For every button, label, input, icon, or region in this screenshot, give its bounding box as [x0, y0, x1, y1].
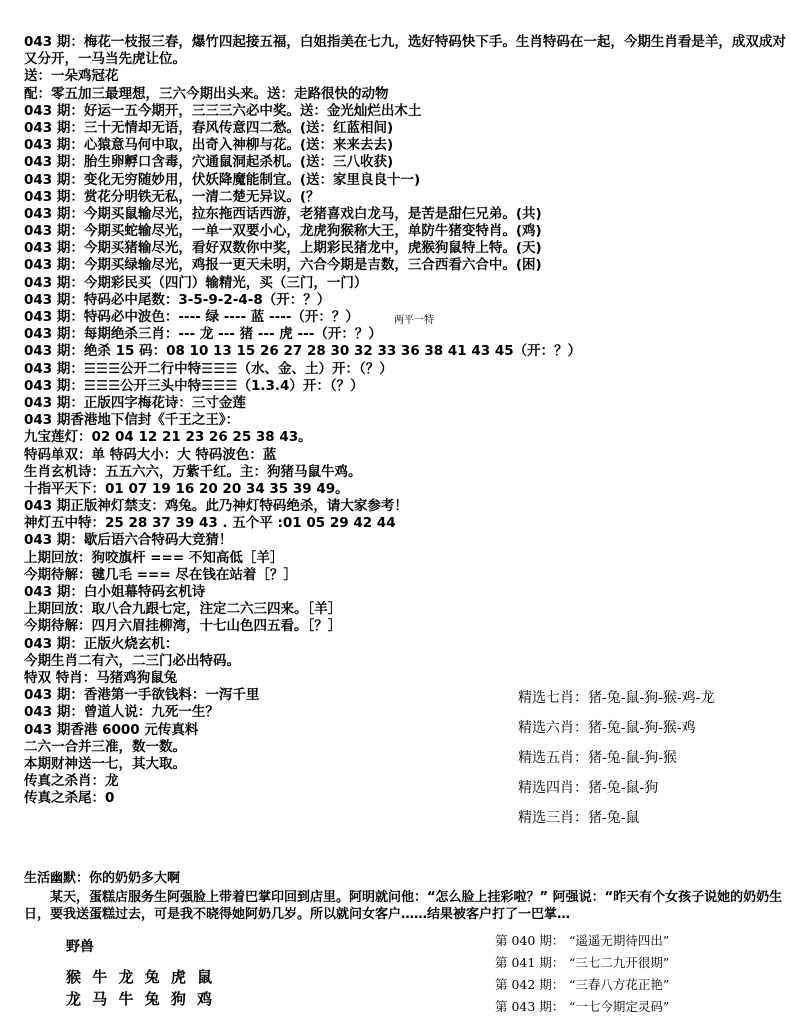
text-line: 上期回放：狗咬旗杆 === 不知高低［羊］	[24, 549, 284, 566]
history-row	[495, 996, 785, 1018]
text-line: 043 期：今期买绿输尽光，鸡报一更天未明，六合今期是吉数，三合西看六合中。(困)	[24, 257, 542, 274]
history-row	[495, 930, 785, 952]
history-row	[495, 952, 785, 974]
text-line: 今期生肖二有六，二三门必出特码。	[24, 652, 240, 669]
text-line: 043 期香港 6000 元传真料	[24, 721, 199, 738]
pick-label: 精选四肖	[518, 780, 574, 796]
history-row	[495, 974, 785, 996]
text-line: 神灯五中特：25 28 37 39 43 . 五个平 :01 05 29 42 44	[24, 515, 396, 532]
history-issue: 第 043 期：	[495, 999, 565, 1014]
text-line: 今期待解：四月六眉挂柳湾，十七山色四五看。［？］	[24, 618, 342, 635]
pick-label: 精选五肖	[518, 750, 574, 766]
text-line: 本期财神送一七，其大取。	[24, 755, 186, 772]
text-line: 043 期：香港第一手欲钱料：一泻千里	[24, 687, 260, 704]
pick-value: 猪-兔-鼠-狗-猴-鸡	[588, 720, 696, 736]
text-line: 043 期：三十无情却无语，春风传意四二愁。(送：红蓝相间)	[24, 119, 394, 136]
beast-section	[66, 936, 226, 1010]
text-line: 送：一朵鸡冠花	[24, 68, 119, 85]
text-line: 043 期：今期买蛇输尽光，一单一双要小心，龙虎狗猴称大王，单防牛猪变特肖。(鸡)	[24, 223, 542, 240]
history-quote: “三春八方花正艳”	[569, 977, 670, 992]
beast-title: 野兽	[66, 939, 94, 955]
text-line: 043 期：今期买猪输尽光，看好双数你中奖，上期彩民猪龙中，虎猴狗鼠特上特。(天)	[24, 240, 542, 257]
beast-row: 猴 牛 龙 兔 虎 鼠	[66, 968, 216, 986]
text-line: 今期待解：毽几毛 === 尽在钱在站着［？］	[24, 566, 297, 583]
pick-label: 精选三肖	[518, 810, 574, 826]
humor-text: 某天，蛋糕店服务生阿强脸上带着巴掌印回到店里。阿明就问他：“怎么脸上挂彩啦？” 阿强说：“昨天有个女孩子说她的奶奶生日，要我送蛋糕过去，可是我不晓得她阿奶几岁。所以就问女客户……结果被客户打了一巴掌…	[24, 890, 783, 922]
text-line: 043 期：正版四字梅花诗：三寸金莲	[24, 394, 246, 411]
text-line: 特码单双：单 特码大小：大 特码波色：蓝	[24, 446, 277, 463]
pick-row: 精选七肖：猪-兔-鼠-狗-猴-鸡-龙	[518, 690, 715, 706]
pick-value: 猪-兔-鼠-狗-猴-鸡-龙	[588, 690, 715, 706]
text-line: 生肖玄机诗：五五六六，万紫千红。主：狗猪马鼠牛鸡。	[24, 463, 362, 480]
text-line: 043 期：正版火烧玄机：	[24, 635, 179, 652]
text-line: 043 期：白小姐幕特码玄机诗	[24, 584, 206, 601]
pick-row: 精选五肖：猪-兔-鼠-狗-猴	[518, 750, 677, 766]
humor-section	[24, 870, 788, 923]
pick-row: 精选四肖：猪-兔-鼠-狗	[518, 780, 659, 796]
text-line: 043 期：特码必中尾数：3-5-9-2-4-8（开：？）	[24, 291, 331, 308]
pick-label: 精选七肖	[518, 690, 574, 706]
history-quote: “三七二九开很期”	[569, 955, 670, 970]
humor-title: 生活幽默：你的奶奶多大啊	[24, 871, 181, 886]
text-line: 043 期：变化无穷随妙用，伏妖降魔能制宜。(送：家里良良十一)	[24, 171, 421, 188]
intro-poem: 043 期：梅花一枝报三春，爆竹四起接五福，白姐指美在七九，选好特码快下手。生肖特码在一起，今期生肖看是羊，成双成对又分开，一马当先虎让位。	[24, 34, 786, 68]
text-line: 043 期正版神灯禁支：鸡兔。此乃神灯特码绝杀，请大家参考！	[24, 498, 408, 515]
text-line: 043 期：绝杀 15 码：08 10 13 15 26 27 28 30 32 33 36 38 41 43 45（开：？）	[24, 343, 582, 360]
text-line: 043 期：今期买鼠输尽光，拉东拖西话西游，老猪喜戏白龙马，是苦是甜仨兄弟。(共)	[24, 205, 542, 222]
history-issue: 第 041 期：	[495, 955, 565, 970]
text-line: 十指平天下：01 07 19 16 20 20 34 35 39 49。	[24, 480, 349, 497]
pick-value: 猪-兔-鼠	[588, 810, 640, 826]
text-line: 二六一合并三准，数一数。	[24, 738, 186, 755]
text-line: 配：零五加三最理想，三六今期出头来。送：走路很快的动物	[24, 85, 389, 102]
pick-row: 精选六肖：猪-兔-鼠-狗-猴-鸡	[518, 720, 696, 736]
pick-row: 精选三肖：猪-兔-鼠	[518, 810, 640, 826]
text-line: 043 期：胎生卵孵口含毒，穴通鼠洞起杀机。(送：三八收获)	[24, 154, 394, 171]
text-line: 043 期：曾道人说：九死一生？	[24, 704, 219, 721]
pick-label: 精选六肖	[518, 720, 574, 736]
text-line: 九宝莲灯：02 04 12 21 23 26 25 38 43。	[24, 429, 312, 446]
beast-row: 龙 马 牛 兔 狗 鸡	[66, 990, 216, 1008]
text-line: 043 期：特码必中波色：---- 绿 ---- 蓝 ----（开：？）	[24, 309, 359, 326]
text-line: 043 期：歇后语六合特码大竞猜！	[24, 532, 233, 549]
text-line: 传真之杀尾：0	[24, 790, 115, 807]
text-line: 043 期：每期绝杀三肖：--- 龙 --- 猪 --- 虎 ---（开：？）	[24, 326, 382, 343]
text-line: 043 期：赏花分明铁无私，一清二楚无异议。(？	[24, 188, 320, 205]
text-line: 043 期：心猿意马何中取，出奇入神柳与花。(送：来来去去)	[24, 137, 394, 154]
text-line: 上期回放：取八合九跟七定，注定二六三四来。［羊］	[24, 601, 342, 618]
text-line: 043 期香港地下信封《千王之王》：	[24, 412, 240, 429]
text-line: 043 期：☰☰☰公开二行中特☰☰☰（水、金、土）开：（？）	[24, 360, 393, 377]
text-line: 043 期：☰☰☰公开三头中特☰☰☰（1.3.4）开：（？）	[24, 377, 364, 394]
handwritten-note: 两平一特	[394, 315, 434, 326]
text-line: 043 期：好运一五今期开，三三三六必中奖。送：金光灿烂出木土	[24, 102, 422, 119]
history-issue: 第 042 期：	[495, 977, 565, 992]
issue-history	[495, 930, 785, 1018]
pick-value: 猪-兔-鼠-狗-猴	[588, 750, 677, 766]
pick-value: 猪-兔-鼠-狗	[588, 780, 659, 796]
selected-zodiac-picks	[518, 683, 786, 833]
text-line: 传真之杀肖：龙	[24, 773, 119, 790]
text-line: 043 期：今期彩民买（四门）输精光，买（三门，一门）	[24, 274, 368, 291]
text-line: 特双 特肖：马猪鸡狗鼠兔	[24, 669, 178, 686]
history-issue: 第 040 期：	[495, 933, 565, 948]
history-quote: “遥遥无期待四出”	[569, 933, 670, 948]
history-quote: “一七今期定灵码”	[569, 999, 670, 1014]
